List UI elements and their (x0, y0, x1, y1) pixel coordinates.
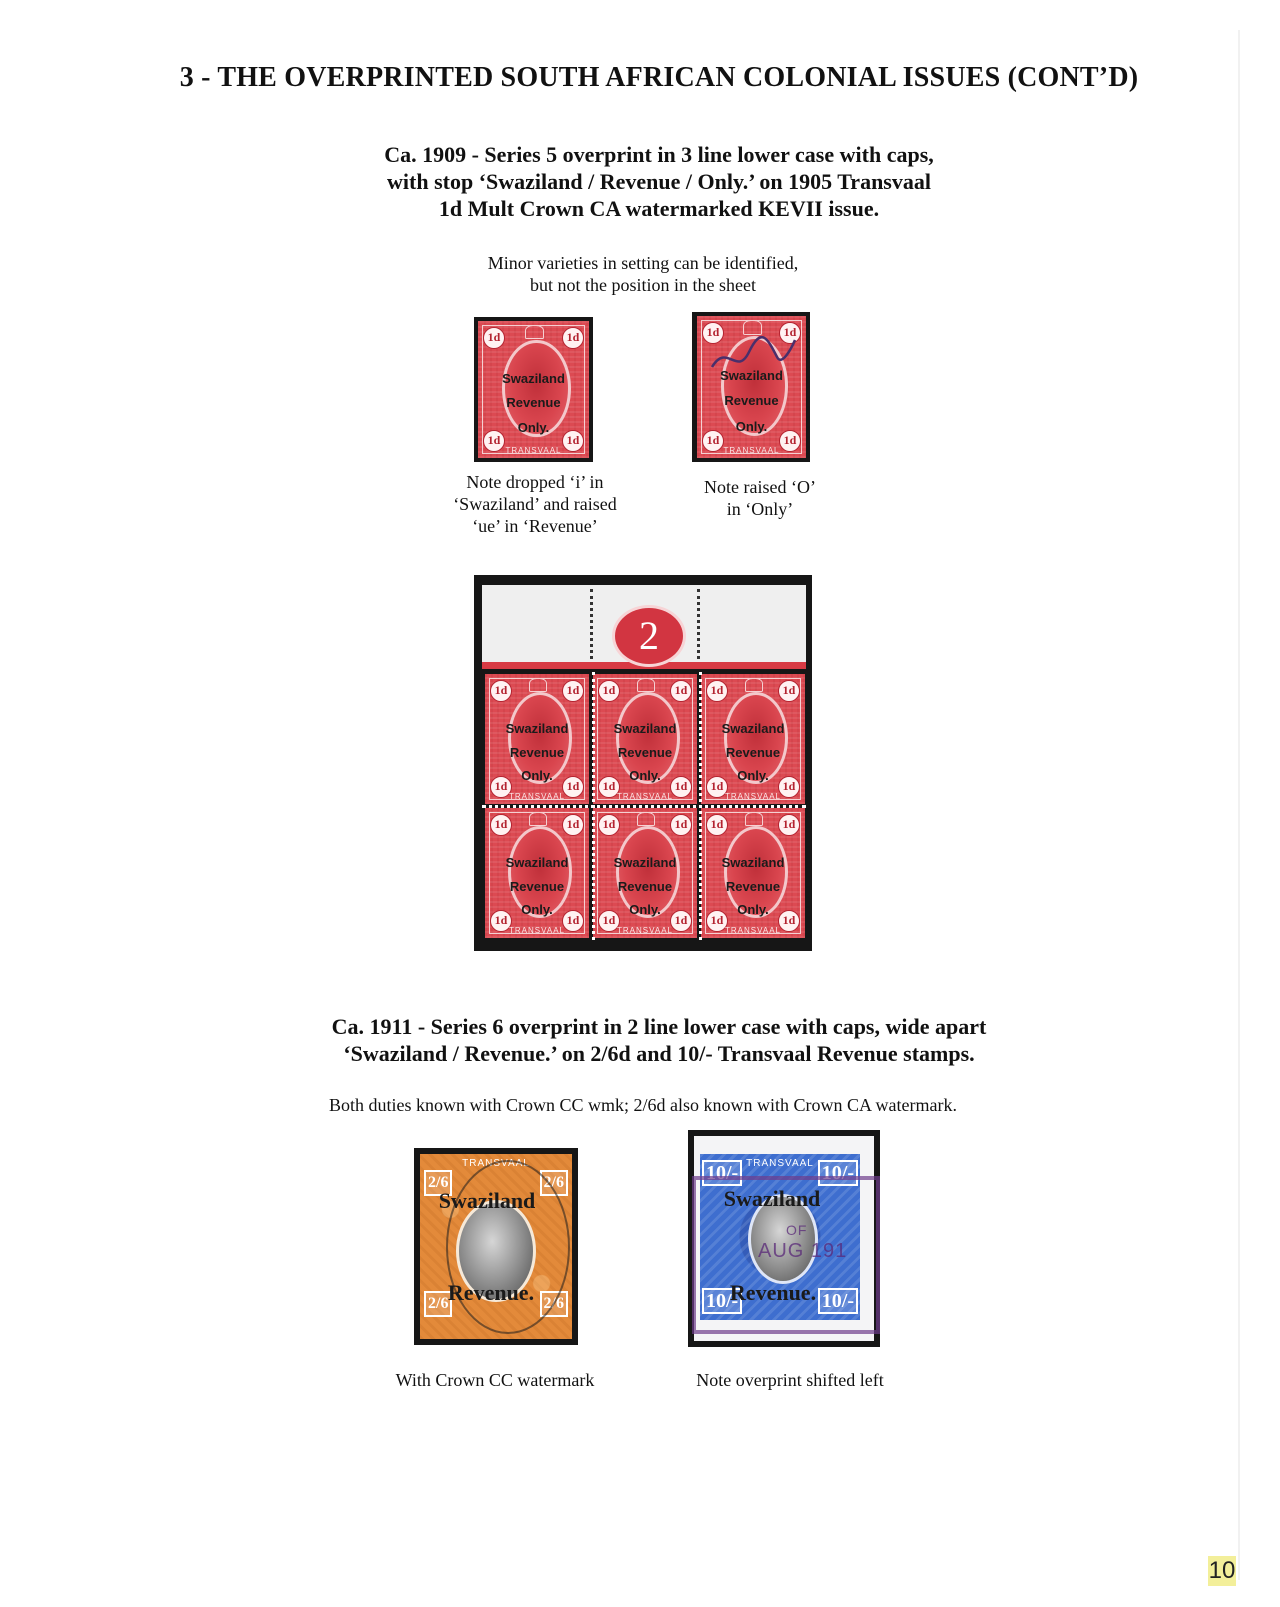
value-tablet: 1d (490, 910, 512, 932)
perforation (697, 589, 700, 665)
overprint-line: Swaziland (613, 721, 677, 737)
section1-note-line: but not the position in the sheet (530, 275, 756, 295)
value-tablet: 1d (778, 776, 800, 798)
value-tablet: 1d (490, 814, 512, 836)
value-tablet: 1d (706, 814, 728, 836)
stamp-10s-caption: Note overprint shifted left (696, 1370, 884, 1390)
stamp-country: TRANSVAAL (509, 792, 565, 801)
value-tablet: 1d (490, 776, 512, 798)
perforation (699, 672, 702, 940)
overprint-line: Revenue (617, 878, 673, 894)
stamp-country: TRANSVAAL (723, 446, 780, 455)
section1-note-line: Minor varieties in setting can be identified, (487, 253, 799, 273)
overprint-line: Swaziland (505, 721, 569, 737)
stamp-right-caption (660, 476, 860, 520)
overprint-line: Revenue (724, 393, 779, 409)
overprint-line: Only. (517, 420, 550, 435)
stamp-left-caption (430, 471, 640, 537)
value-tablet: 10/- (702, 1160, 742, 1186)
stamp-country: TRANSVAAL (505, 446, 562, 455)
perforation (482, 805, 806, 808)
value-tablet: 1d (670, 776, 692, 798)
stamp-country: TRANSVAAL (617, 792, 673, 801)
page-number: 10 (1208, 1557, 1236, 1584)
overprint-line: Only. (737, 901, 769, 917)
value-tablet: 1d (562, 776, 584, 798)
crown-icon (529, 678, 548, 692)
stamp-dropped-i-variety (478, 321, 589, 458)
perforation (592, 672, 595, 940)
stamp-raised-o-variety (697, 316, 806, 458)
overprint-line: Only. (521, 767, 553, 783)
value-tablet: 1d (562, 680, 584, 702)
overprint-line: Revenue. (447, 1280, 535, 1305)
value-tablet: 1d (670, 680, 692, 702)
circular-postmark (446, 1160, 570, 1334)
value-tablet: 1d (778, 910, 800, 932)
stamp-country: TRANSVAAL (746, 1158, 814, 1169)
section2-heading-line: ‘Swaziland / Revenue.’ on 2/6d and 10/- Transvaal Revenue stamps. (343, 1041, 975, 1066)
crown-icon (637, 812, 656, 826)
overprint-line: Revenue (509, 878, 565, 894)
overprint-line: Swaziland (613, 855, 677, 871)
overprint-line: Swaziland (720, 367, 783, 383)
section1-heading-line: with stop ‘Swaziland / Revenue / Only.’ on 1905 Transvaal (387, 169, 931, 194)
overprint-line: Only. (737, 767, 769, 783)
value-tablet: 10/- (818, 1288, 858, 1314)
value-tablet: 1d (706, 776, 728, 798)
section1-note (443, 252, 843, 296)
section1-heading-line: 1d Mult Crown CA watermarked KEVII issue. (438, 196, 880, 221)
crown-icon (637, 678, 656, 692)
value-tablet: 1d (778, 680, 800, 702)
value-tablet: 1d (483, 327, 505, 349)
overprint-line: Swaziland (505, 855, 569, 871)
section2-note: Both duties known with Crown CC wmk; 2/6d also known with Crown CA watermark. (329, 1095, 957, 1115)
stamp-country: TRANSVAAL (617, 926, 673, 935)
perforation (590, 589, 593, 665)
stamp-country: TRANSVAAL (462, 1158, 530, 1169)
caption-line: ‘Swaziland’ and raised (453, 494, 617, 514)
value-tablet: 1d (562, 430, 584, 452)
value-tablet: 1d (670, 910, 692, 932)
value-tablet: 10/- (818, 1160, 858, 1186)
stamp-country: TRANSVAAL (725, 926, 781, 935)
overprint-line: Only. (735, 418, 768, 434)
caption-line: in ‘Only’ (726, 499, 794, 519)
overprint-line: Revenue (509, 744, 565, 760)
caption-line: ‘ue’ in ‘Revenue’ (472, 516, 598, 536)
stamp-2s6d-caption: With Crown CC watermark (395, 1370, 595, 1390)
crown-icon (745, 678, 764, 692)
overprint-line: Revenue (617, 744, 673, 760)
page-title: 3 - THE OVERPRINTED SOUTH AFRICAN COLONIAL ISSUES (CONT’D) (179, 62, 1139, 93)
value-tablet: 1d (562, 327, 584, 349)
section2-heading-line: Ca. 1911 - Series 6 overprint in 2 line lower case with caps, wide apart (331, 1014, 987, 1039)
crown-icon (525, 325, 545, 339)
value-tablet: 1d (779, 430, 801, 452)
value-tablet: 1d (483, 430, 505, 452)
section2-heading (0, 1013, 1280, 1067)
plate-number: 2 (612, 605, 686, 667)
value-tablet: 2/6 (424, 1291, 452, 1317)
overprint-line: Revenue (506, 395, 561, 411)
overprint-line: Swaziland (721, 721, 785, 737)
value-tablet: 1d (670, 814, 692, 836)
overprint-line: Revenue. (729, 1280, 817, 1305)
overprint-line: Swaziland (721, 855, 785, 871)
caption-line: Note dropped ‘i’ in (466, 472, 604, 492)
overprint-line: Swaziland (723, 1186, 821, 1211)
value-tablet: 1d (598, 680, 620, 702)
block-stamp (593, 674, 697, 804)
value-tablet: 2/6 (540, 1170, 568, 1196)
caption-line: Note raised ‘O’ (704, 477, 816, 497)
stamp-country: TRANSVAAL (725, 792, 781, 801)
overprint-line: Only. (629, 767, 661, 783)
value-tablet: 1d (490, 680, 512, 702)
value-tablet: 1d (598, 776, 620, 798)
value-tablet: 1d (706, 910, 728, 932)
overprint-line: Only. (521, 901, 553, 917)
value-tablet: 1d (702, 430, 724, 452)
stamp-country: TRANSVAAL (509, 926, 565, 935)
value-tablet: 1d (702, 322, 724, 344)
value-tablet: 1d (598, 910, 620, 932)
block-stamp (593, 808, 697, 938)
value-tablet: 1d (598, 814, 620, 836)
section1-heading-line: Ca. 1909 - Series 5 overprint in 3 line lower case with caps, (384, 142, 934, 167)
value-tablet: 1d (779, 322, 801, 344)
value-tablet: 1d (562, 910, 584, 932)
block-stamp (701, 808, 805, 938)
overprint-line: Only. (629, 901, 661, 917)
revenue-stamp-2s6d (420, 1154, 572, 1339)
value-tablet: 1d (706, 680, 728, 702)
crown-icon (529, 812, 548, 826)
pen-cancel-mark (707, 332, 797, 382)
value-tablet: 10/- (702, 1288, 742, 1314)
section1-heading (0, 141, 1280, 222)
crown-icon (745, 812, 764, 826)
value-tablet: 2/6 (540, 1291, 568, 1317)
overprint-line: Swaziland (438, 1188, 536, 1213)
block-stamp (701, 674, 805, 804)
cachet-text: AUG 191 (758, 1240, 848, 1262)
overprint-line: Revenue (725, 744, 781, 760)
overprint-line: Revenue (725, 878, 781, 894)
cachet-text: OF (786, 1222, 808, 1238)
value-tablet: 1d (778, 814, 800, 836)
value-tablet: 2/6 (424, 1170, 452, 1196)
page-edge (1238, 30, 1240, 1580)
value-tablet: 1d (562, 814, 584, 836)
block-stamp (485, 674, 589, 804)
block-stamp (485, 808, 589, 938)
overprint-line: Swaziland (502, 370, 565, 386)
